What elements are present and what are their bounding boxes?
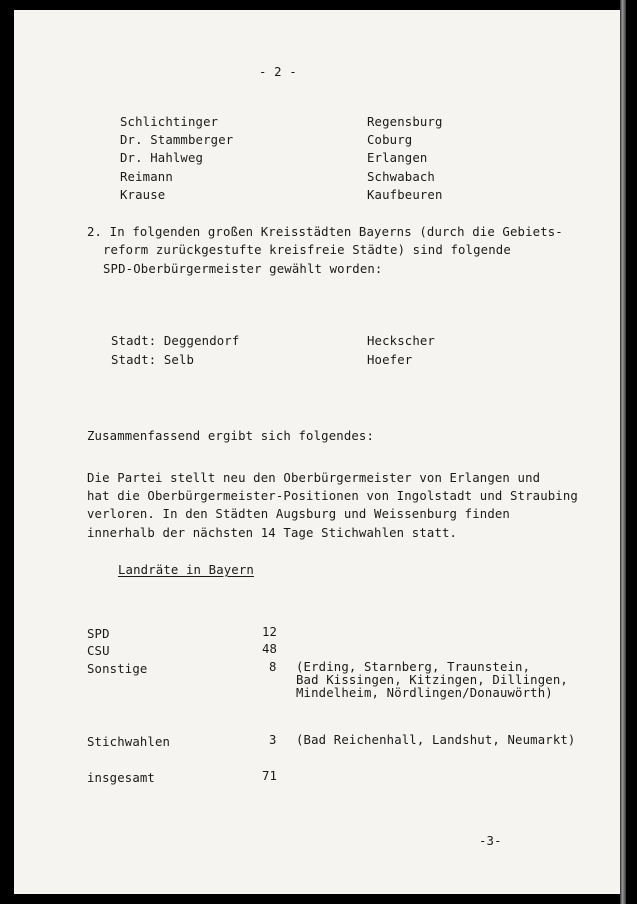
landraete-label: Sonstige <box>87 662 148 676</box>
section2-line: 2. In folgenden großen Kreisstädten Bayerns (durch die Gebiets- <box>87 225 563 239</box>
page-edge-shadow <box>620 0 626 904</box>
page-number: - 2 - <box>259 65 297 79</box>
mayor-name: Dr. Stammberger <box>120 133 234 147</box>
section2-line: SPD-Oberbürgermeister gewählt worden: <box>103 262 383 276</box>
landraete-value: 3 <box>269 733 277 747</box>
landraete-label: CSU <box>87 644 110 658</box>
summary-line: hat die Oberbürgermeister-Positionen von Ingolstadt und Straubing <box>87 489 578 503</box>
landraete-value: 8 <box>269 660 277 674</box>
landraete-note-line: Mindelheim, Nördlingen/Donauwörth) <box>296 686 553 700</box>
mayor-name: Dr. Hahlweg <box>120 151 204 165</box>
section2-mayor: Hoefer <box>367 353 413 367</box>
section2-line: reform zurückgestufte kreisfreie Städte) sind folgende <box>103 243 511 257</box>
landraete-value: 12 <box>262 625 278 639</box>
landraete-value: 71 <box>262 769 278 783</box>
mayor-city: Schwabach <box>367 170 435 184</box>
mayor-city: Kaufbeuren <box>367 188 443 202</box>
mayor-city: Regensburg <box>367 115 443 129</box>
landraete-label: insgesamt <box>87 771 155 785</box>
next-page-marker: -3- <box>479 834 502 848</box>
mayor-city: Erlangen <box>367 151 428 165</box>
landraete-heading: Landräte in Bayern <box>118 563 254 577</box>
landraete-note-line: Bad Kissingen, Kitzingen, Dillingen, <box>296 673 568 687</box>
summary-line: Die Partei stellt neu den Oberbürgermeister von Erlangen und <box>87 471 541 485</box>
section2-city: Stadt: Deggendorf <box>111 334 240 348</box>
landraete-note-line: (Erding, Starnberg, Traunstein, <box>296 660 531 674</box>
section2-city: Stadt: Selb <box>111 353 195 367</box>
summary-intro: Zusammenfassend ergibt sich folgendes: <box>87 429 375 443</box>
mayor-name: Schlichtinger <box>120 115 219 129</box>
summary-line: verloren. In den Städten Augsburg und Weissenburg finden <box>87 507 510 521</box>
summary-line: innerhalb der nächsten 14 Tage Stichwahlen statt. <box>87 526 458 540</box>
landraete-label: SPD <box>87 627 110 641</box>
section2-mayor: Heckscher <box>367 334 435 348</box>
mayor-name: Krause <box>120 188 166 202</box>
mayor-city: Coburg <box>367 133 413 147</box>
landraete-note-line: (Bad Reichenhall, Landshut, Neumarkt) <box>296 733 576 747</box>
mayor-name: Reimann <box>120 170 173 184</box>
landraete-label: Stichwahlen <box>87 735 171 749</box>
landraete-value: 48 <box>262 642 278 656</box>
document-page <box>14 10 622 894</box>
